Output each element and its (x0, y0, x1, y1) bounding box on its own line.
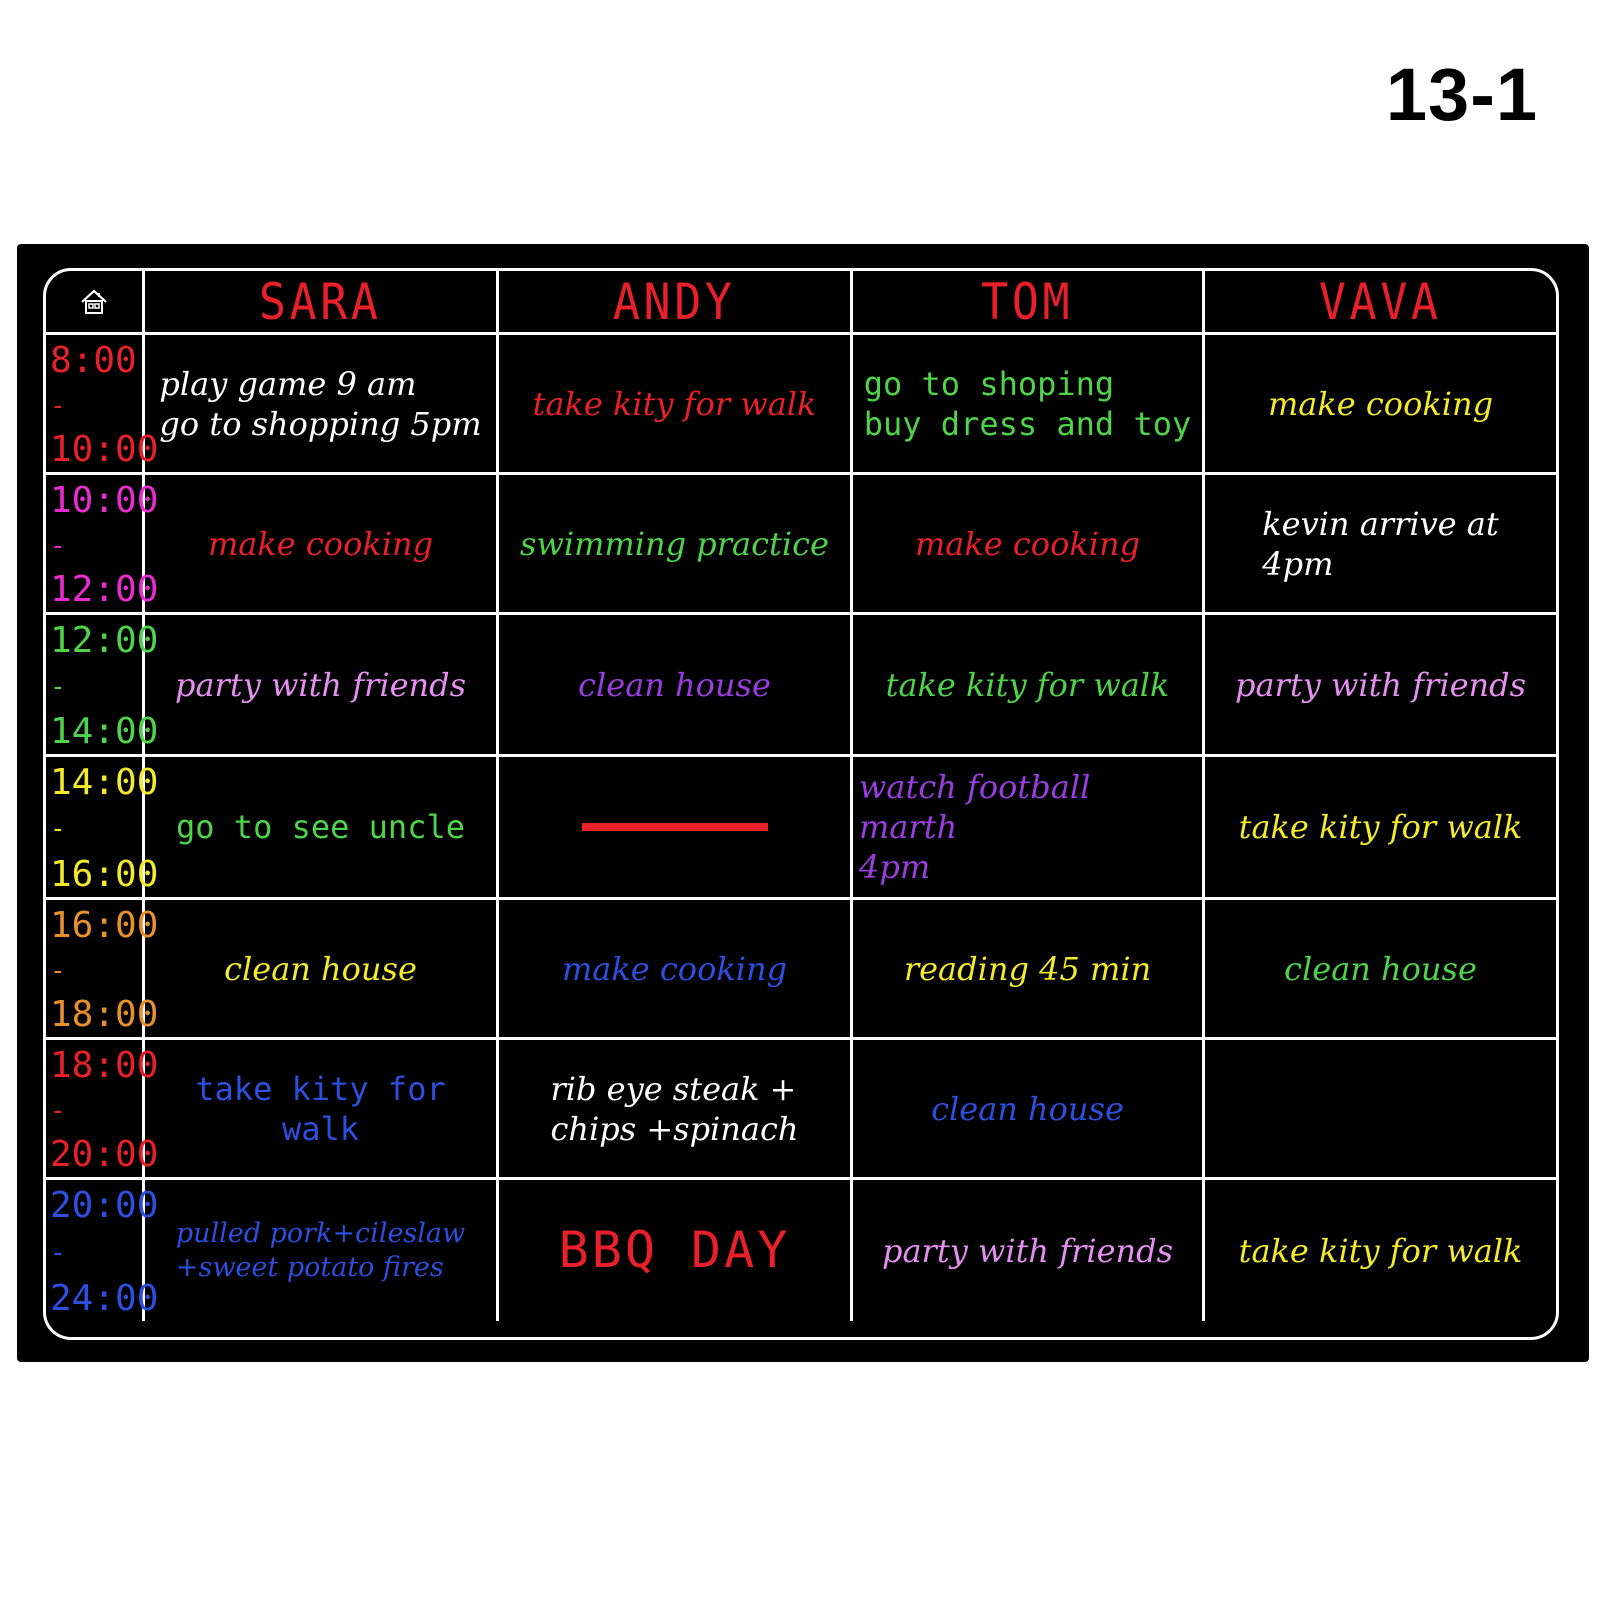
schedule-cell-andy (499, 475, 853, 615)
time-slot-end: 12:00 (50, 569, 159, 610)
task-text: clean house (224, 949, 417, 988)
task-text: party with friends (881, 1231, 1174, 1270)
task-text: reading 45 min (903, 949, 1152, 988)
schedule-grid (46, 271, 1556, 1337)
schedule-cell-vava (1205, 1180, 1556, 1321)
schedule-cell-sara (145, 900, 499, 1040)
task-text: take kity for walk (1238, 1231, 1523, 1270)
schedule-cell-vava (1205, 900, 1556, 1040)
schedule-cell-sara (145, 757, 499, 900)
task-text: party with friends (1234, 665, 1527, 704)
schedule-cell-andy (499, 1180, 853, 1321)
time-slot-dash: - (50, 814, 66, 844)
time-slot (46, 900, 159, 1040)
schedule-cell-sara (145, 1180, 499, 1321)
time-slot-start: 16:00 (50, 905, 159, 946)
time-slot-start: 12:00 (50, 620, 159, 661)
task-text: go to shoping buy dress and toy (863, 364, 1192, 443)
schedule-cell-tom (853, 475, 1205, 615)
task-text: BBQ DAY (558, 1221, 791, 1280)
task-text: clean house (1284, 949, 1477, 988)
schedule-cell-tom (853, 900, 1205, 1040)
schedule-board (17, 244, 1589, 1362)
time-slot (46, 1040, 159, 1180)
schedule-cell-sara (145, 615, 499, 757)
task-text: take kity for walk (532, 384, 817, 423)
schedule-cell-andy (499, 1040, 853, 1180)
schedule-cell-sara (145, 335, 499, 475)
task-text: watch football marth 4pm (859, 768, 1091, 886)
time-slot-end: 24:00 (50, 1278, 159, 1319)
time-slot-end: 10:00 (50, 429, 159, 470)
time-slot-start: 8:00 (50, 340, 137, 381)
schedule-cell-vava (1205, 475, 1556, 615)
schedule-cell-sara (145, 1040, 499, 1180)
column-header-andy (499, 271, 853, 335)
time-slot (46, 757, 159, 900)
schedule-frame (43, 268, 1559, 1340)
time-slot-dash: - (50, 955, 66, 986)
schedule-cell-tom (853, 335, 1205, 475)
schedule-cell-tom (853, 757, 1205, 900)
task-text: party with friends (174, 665, 467, 704)
time-slot (46, 335, 159, 475)
schedule-cell-andy (499, 757, 853, 900)
schedule-cell-tom (853, 615, 1205, 757)
schedule-cell-tom (853, 1040, 1205, 1180)
task-text: take kity for walk (1238, 808, 1523, 846)
time-slot-dash: - (50, 390, 66, 421)
schedule-cell-andy (499, 900, 853, 1040)
schedule-cell-vava (1205, 757, 1556, 900)
house-icon (79, 287, 109, 317)
task-text: take kity for walk (195, 1069, 446, 1148)
task-text: make cooking (914, 524, 1141, 563)
column-header-vava (1205, 271, 1556, 335)
schedule-cell-sara (145, 475, 499, 615)
time-slot (46, 1180, 159, 1321)
task-text: pulled pork+cileslaw +sweet potato fires (175, 1217, 466, 1283)
task-text: make cooking (207, 524, 434, 563)
column-header-label: ANDY (613, 272, 736, 331)
schedule-cell-tom (853, 1180, 1205, 1321)
time-slot (46, 615, 159, 757)
task-text: clean house (931, 1089, 1124, 1128)
task-text: clean house (578, 665, 771, 704)
column-header-label: TOM (981, 272, 1074, 331)
time-slot-dash: - (50, 671, 66, 702)
time-slot-end: 14:00 (50, 711, 159, 752)
time-slot (46, 475, 159, 615)
task-text: take kity for walk (885, 665, 1170, 704)
time-slot-start: 18:00 (50, 1045, 159, 1086)
task-text: rib eye steak + chips +spinach (550, 1069, 799, 1148)
red-line-mark (582, 823, 768, 831)
time-slot-end: 16:00 (50, 854, 159, 895)
schedule-cell-andy (499, 615, 853, 757)
time-slot-end: 20:00 (50, 1134, 159, 1175)
task-text: play game 9 am go to shopping 5pm (159, 364, 482, 443)
schedule-cell-vava (1205, 1040, 1556, 1180)
column-header-label: VAVA (1319, 272, 1442, 331)
time-slot-start: 10:00 (50, 480, 159, 521)
schedule-cell-vava (1205, 335, 1556, 475)
time-slot-dash: - (50, 530, 66, 561)
column-header-sara (145, 271, 499, 335)
time-slot-dash: - (50, 1237, 66, 1268)
product-code: 13-1 (1385, 53, 1538, 136)
task-text: make cooking (561, 949, 788, 988)
task-text: swimming practice (520, 524, 829, 563)
task-text: go to see uncle (176, 808, 465, 846)
schedule-cell-vava (1205, 615, 1556, 757)
column-header-tom (853, 271, 1205, 335)
schedule-cell-andy (499, 335, 853, 475)
time-slot-end: 18:00 (50, 994, 159, 1035)
task-text: kevin arrive at 4pm (1262, 504, 1499, 583)
time-slot-start: 20:00 (50, 1185, 159, 1226)
task-text: make cooking (1267, 384, 1494, 423)
corner-cell (46, 271, 145, 335)
column-header-label: SARA (259, 272, 382, 331)
time-slot-start: 14:00 (50, 762, 159, 803)
time-slot-dash: - (50, 1095, 66, 1126)
